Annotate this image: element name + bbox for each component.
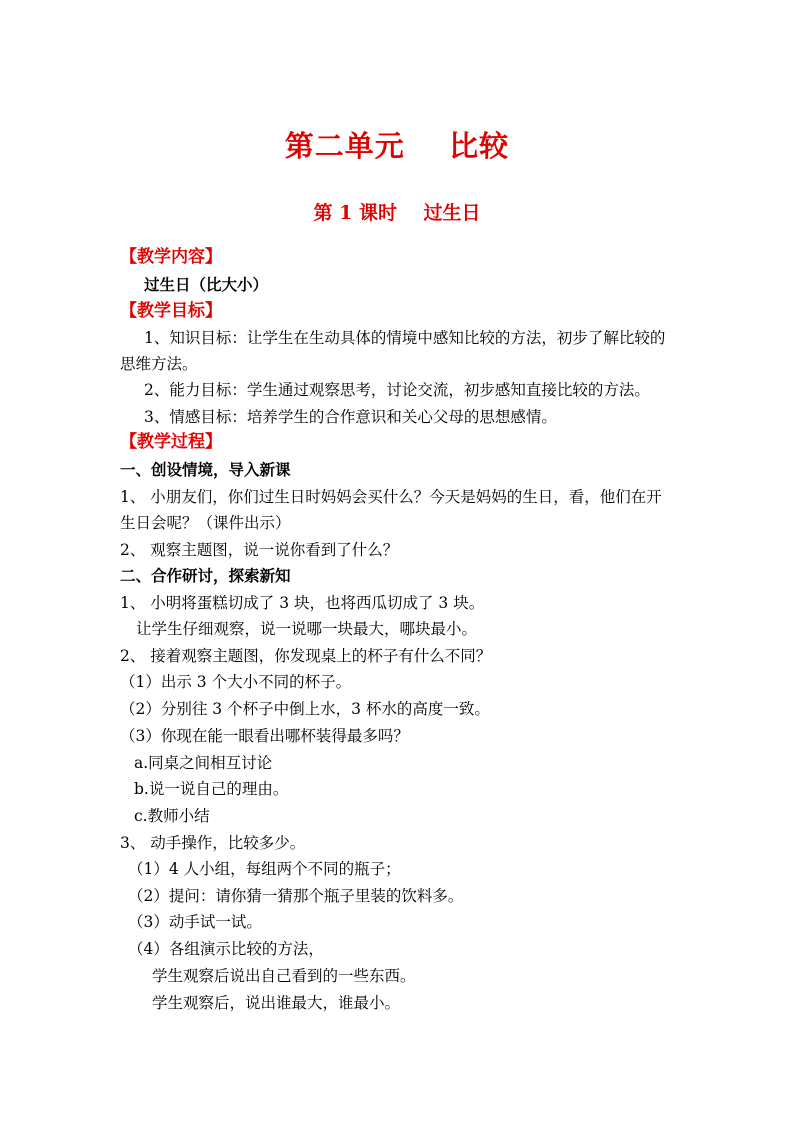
body-line: 生日会呢？（课件出示） [120, 514, 291, 532]
body-line: 让学生仔细观察，说一说哪一块最大，哪块最小。 [136, 620, 478, 638]
body-line: 3、情感目标：培养学生的合作意识和关心父母的思想感情。 [144, 408, 557, 426]
body-line: 学生观察后，说出谁最大，谁最小。 [152, 994, 401, 1012]
lesson-subtitle: 第 1 课时 过生日 [313, 202, 481, 224]
body-line: 2、能力目标：学生通过观察思考，讨论交流，初步感知直接比较的方法。 [144, 381, 650, 399]
body-line: a.同桌之间相互讨论 [134, 754, 273, 772]
subsection-heading: 二、合作研讨，探索新知 [120, 566, 291, 585]
body-line: 1、 小明将蛋糕切成了 3 块，也将西瓜切成了 3 块。 [120, 594, 485, 612]
body-line: c.教师小结 [134, 807, 210, 825]
subsection-heading: 过生日（比大小） [144, 275, 269, 294]
body-line: （3）你现在能一眼看出哪杯装得最多吗？ [120, 727, 409, 745]
body-line: b.说一说自己的理由。 [134, 780, 289, 798]
body-line: （2）提问：请你猜一猜那个瓶子里装的饮料多。 [128, 887, 464, 905]
body-line: 学生观察后说出自己看到的一些东西。 [152, 967, 416, 985]
body-line: （4）各组演示比较的方法， [128, 940, 324, 958]
page-title: 第二单元 比较 [284, 129, 510, 163]
body-line: （3）动手试一试。 [128, 913, 262, 931]
body-line: 3、 动手操作，比较多少。 [120, 834, 306, 852]
body-line: 1、 小朋友们，你们过生日时妈妈会买什么？今天是妈妈的生日，看，他们在开 [120, 488, 662, 506]
body-line: 2、 观察主题图，说一说你看到了什么？ [120, 541, 399, 559]
body-line: （2）分别往 3 个杯子中倒上水，3 杯水的高度一致。 [120, 700, 490, 718]
subsection-heading: 一、创设情境，导入新课 [120, 460, 291, 479]
body-line: 1、知识目标：让学生在生动具体的情境中感知比较的方法，初步了解比较的 [144, 329, 666, 347]
body-line: 思维方法。 [120, 355, 198, 373]
section-heading: 【教学目标】 [120, 301, 222, 321]
section-heading: 【教学过程】 [120, 432, 222, 452]
body-line: （1）4 人小组，每组两个不同的瓶子； [128, 860, 401, 878]
body-line: 2、 接着观察主题图，你发现桌上的杯子有什么不同？ [120, 647, 492, 665]
section-heading: 【教学内容】 [120, 247, 222, 267]
body-line: （1）出示 3 个大小不同的杯子。 [120, 673, 352, 691]
